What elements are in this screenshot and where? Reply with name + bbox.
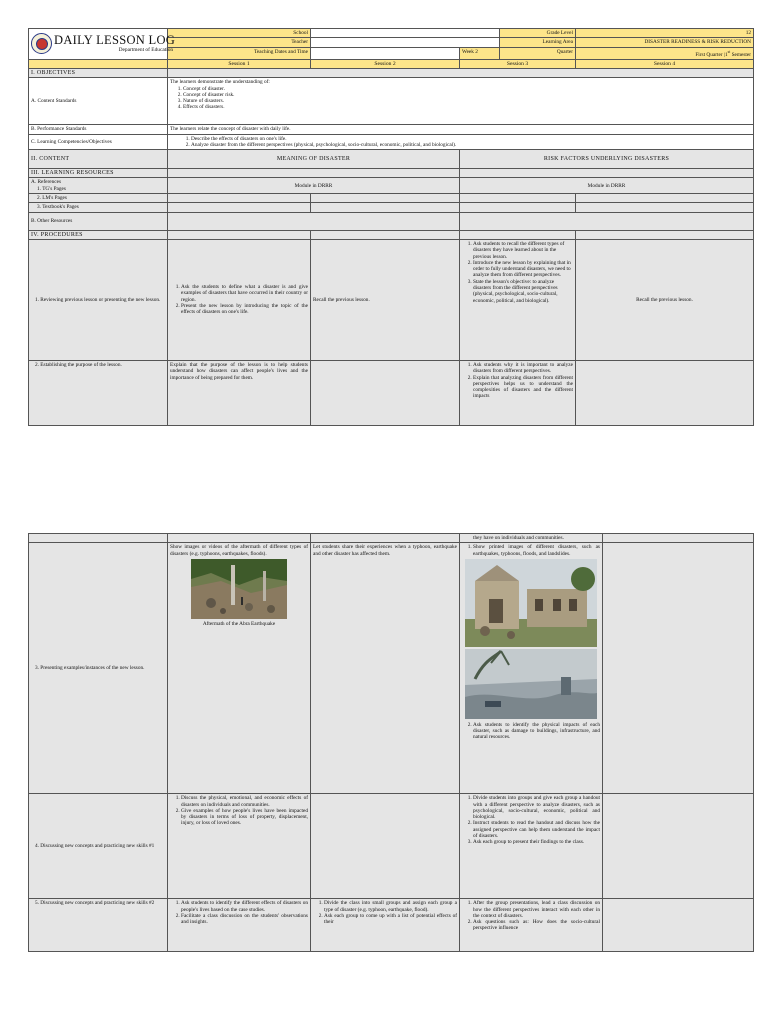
procedure-3-session-3: 1. Show printed images of different disasters, such as earthquakes, typhoons, floods, and landslides. 2. Ask students to identify the physical impacts of each disaster, such as damage to buildings, infrastructure, and natural resources.	[460, 543, 603, 794]
procedure-4-label: 4. Discussing new concepts and practicing new skills #1	[29, 794, 168, 899]
lm-pages-label: 2. LM's Pages	[29, 194, 168, 203]
teaching-dates-value	[311, 47, 460, 59]
lm-pages-s1	[168, 194, 311, 203]
procedure-3-session-2: Let students share their experiences when a typhoon, earthquake and other disaster has affected them.	[311, 543, 460, 794]
session-header-blank	[29, 59, 168, 68]
session-3-header: Session 3	[460, 59, 576, 68]
typhoon-flood-photo	[465, 649, 597, 719]
lesson-log-page-2	[28, 533, 753, 952]
textbook-pages-s1	[168, 203, 311, 212]
procedure-2-label: 2. Establishing the purpose of the lesson.	[29, 360, 168, 425]
procedures-fill-s3	[460, 230, 576, 239]
performance-standards-label: B. Performance Standards	[29, 125, 168, 134]
content-right-topic: RISK FACTORS UNDERLYING DISASTERS	[460, 150, 754, 169]
procedures-fill-s1	[168, 230, 311, 239]
competencies-label: C. Learning Competencies/Objectives	[29, 134, 168, 150]
header-logo-cell	[29, 29, 176, 60]
content-standards-label: A. Content Standards	[29, 78, 168, 125]
objectives-heading-fill	[168, 68, 754, 77]
other-resources-label: B. Other Resources	[29, 212, 168, 230]
procedures-fill-s4	[576, 230, 754, 239]
department-name: Department of Education	[118, 47, 174, 54]
grade-level-value: 12	[576, 29, 754, 38]
content-standards-value: The learners demonstrate the understanding of: 1. Concept of disaster. 2. Concept of disaster risk. 3. Nature of disasters. 4. Effects of disasters.	[168, 78, 754, 125]
session-1-header: Session 1	[168, 59, 311, 68]
performance-standards-value: The learners relate the concept of disaster with daily life.	[168, 125, 754, 134]
lesson-log-table-page-2	[28, 533, 754, 952]
procedures-heading: IV. PROCEDURES	[29, 230, 168, 239]
textbook-pages-label: 3. Textbook's Pages	[29, 203, 168, 212]
procedure-4-session-2	[311, 794, 460, 899]
week-value: Week 2	[460, 47, 500, 59]
competencies-value: 1. Describe the effects of disasters on one's life. 2. Analyze disaster from the different perspectives (physical, psychological, socio-cultural, economic, political, and biological).	[168, 134, 754, 150]
other-resources-left	[168, 212, 460, 230]
resources-heading-fill-left	[168, 169, 460, 178]
procedure-3-session-4	[603, 543, 754, 794]
procedure-2-session-2	[311, 360, 460, 425]
procedure-3-session-1: Show images or videos of the aftermath of different types of disasters (e.g. typhoons, earthquakes, floods). Aftermath of the Abra Earthquake	[168, 543, 311, 794]
procedure-5-session-3: 1. After the group presentations, lead a class discussion on how the different perspectives interact with each other in the context of disasters. 2. Ask questions such as: How does the socio-cultural perspective influence	[460, 899, 603, 952]
objectives-heading: I. OBJECTIVES	[29, 68, 168, 77]
quarter-value: First Quarter |1st Semester	[576, 47, 754, 59]
lesson-log-table-page-1	[28, 28, 754, 426]
lesson-log-page-1	[28, 28, 753, 426]
procedure-4-session-1: 1. Discuss the physical, emotional, and economic effects of disasters on individuals and communities. 2. Give examples of how people's lives have been impacted by disasters in terms of loss of property, displacement, injury, or loss of loved ones.	[168, 794, 311, 899]
textbook-pages-s2	[311, 203, 460, 212]
procedure-1-session-3: 1. Ask students to recall the different types of disasters they have learned about in the previous lesson. 2. Introduce the new lesson by explaining that in order to fully understand disasters, we need to analyze them from different perspectives. 3. State the lesson's objective: to analyze disasters from the different perspectives (physical, psychological, socio-cultural, economic, political, and biological).	[460, 239, 576, 360]
resources-heading-fill-right	[460, 169, 754, 178]
school-label: School	[168, 29, 311, 38]
procedure-2-session-4	[576, 360, 754, 425]
lm-pages-s2	[311, 194, 460, 203]
procedure-4-session-4	[603, 794, 754, 899]
procedure-5-label: 5. Discussing new concepts and practicing new skills #2	[29, 899, 168, 952]
resources-heading: III. LEARNING RESOURCES	[29, 169, 168, 178]
lm-pages-s3	[460, 194, 576, 203]
teacher-label: Teacher	[168, 38, 311, 47]
earthquake-aftermath-photo	[191, 559, 287, 619]
references-label: A. References 1. TG's Pages	[29, 178, 168, 194]
photo-caption: Aftermath of the Abra Earthquake	[202, 620, 276, 627]
procedure-1-session-4: Recall the previous lesson.	[576, 239, 754, 360]
procedure-5-session-1: 1. Ask students to identify the different effects of disasters on people's lives based on the case studies. 2. Facilitate a class discussion on the students' observations and insights.	[168, 899, 311, 952]
content-heading: II. CONTENT	[29, 150, 168, 169]
procedure-2-session-1: Explain that the purpose of the lesson is to help students understand how disasters can affect people's lives and the importance of being prepared for them.	[168, 360, 311, 425]
procedure-2-session-3-continued: they have on individuals and communities.	[460, 534, 603, 543]
log-title: DAILY LESSON LOG	[54, 33, 176, 48]
session-2-header: Session 2	[311, 59, 460, 68]
quarter-label: Quarter	[500, 47, 576, 59]
procedure-1-session-2: Recall the previous lesson.	[311, 239, 460, 360]
teaching-dates-label: Teaching Dates and Time	[168, 47, 311, 59]
ruined-church-photo	[465, 559, 597, 647]
procedure-1-session-1: 1. Ask the students to define what a disaster is and give examples of disasters that have occurred in their country or region. 2. Present the new lesson by introducing the topic of the effects of disasters on one's life.	[168, 239, 311, 360]
deped-seal-icon	[31, 33, 52, 54]
lm-pages-s4	[576, 194, 754, 203]
procedure-5-session-4	[603, 899, 754, 952]
learning-area-value: DISASTER READINESS & RISK REDUCTION	[576, 38, 754, 47]
continued-label-blank	[29, 534, 168, 543]
continued-s4-blank	[603, 534, 754, 543]
module-right: Module in DRRR	[460, 178, 754, 194]
teacher-value	[311, 38, 500, 47]
session-4-header: Session 4	[576, 59, 754, 68]
continued-s2-blank	[311, 534, 460, 543]
learning-area-label: Learning Area	[500, 38, 576, 47]
procedure-3-label: 3. Presenting examples/instances of the new lesson.	[29, 543, 168, 794]
school-value	[311, 29, 500, 38]
content-left-topic: MEANING OF DISASTER	[168, 150, 460, 169]
module-left: Module in DRRR	[168, 178, 460, 194]
procedure-5-session-2: 1. Divide the class into small groups and assign each group a type of disaster (e.g. typhoon, earthquake, flood). 2. Ask each group to come up with a list of potential effects of their	[311, 899, 460, 952]
procedure-2-session-3: 1. Ask students why it is important to analyze disasters from different perspectives. 2. Explain that analyzing disasters from different perspectives helps us to understand the complexities of disasters and the different impacts	[460, 360, 576, 425]
grade-level-label: Grade Level	[500, 29, 576, 38]
continued-s1-blank	[168, 534, 311, 543]
other-resources-right	[460, 212, 754, 230]
procedure-4-session-3: 1. Divide students into groups and give each group a handout with a different perspective to analyze disasters, such as psychological, socio-cultural, economic, political and biological. 2. Instruct students to read the handout and discuss how the assigned perspective can help them understand the impact of disasters. 3. Ask each group to present their findings to the class.	[460, 794, 603, 899]
procedure-1-label: 1. Reviewing previous lesson or presenting the new lesson.	[29, 239, 168, 360]
textbook-pages-s3	[460, 203, 576, 212]
procedures-fill-s2	[311, 230, 460, 239]
textbook-pages-s4	[576, 203, 754, 212]
